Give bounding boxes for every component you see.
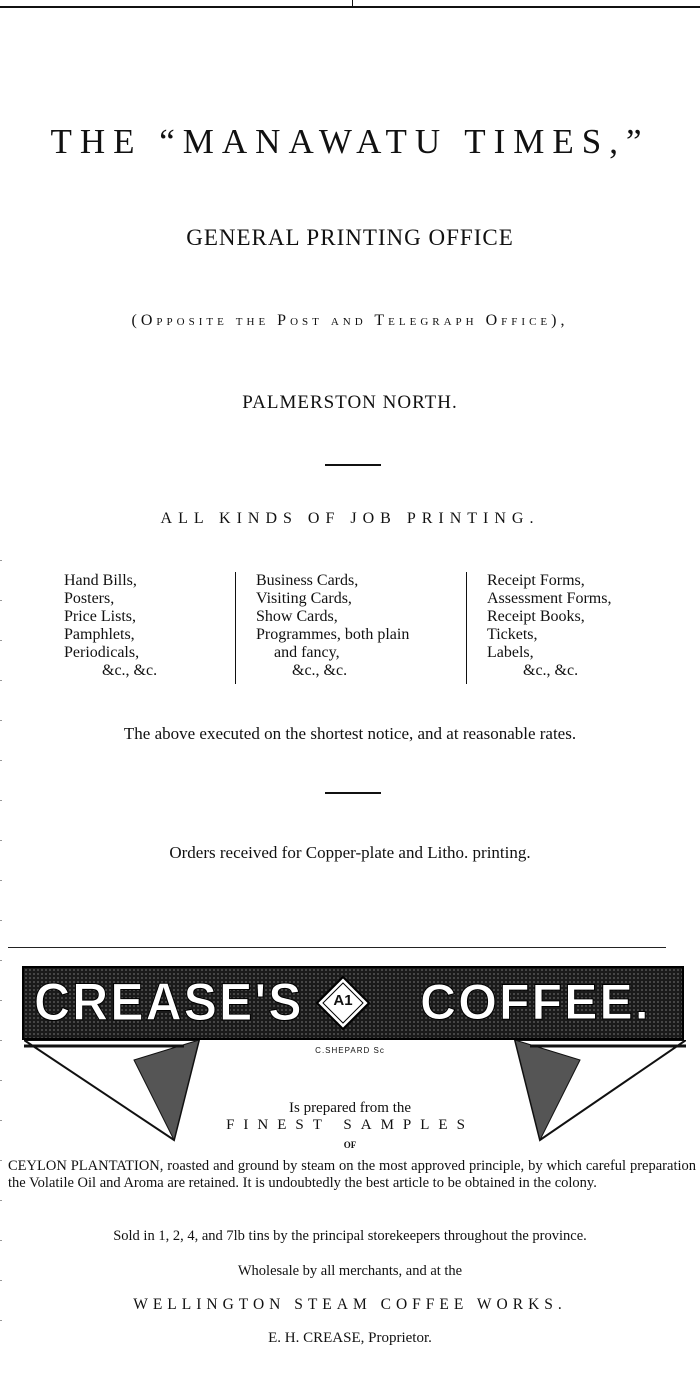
services-column-1	[64, 572, 157, 680]
service-item: Assessment Forms,	[487, 590, 612, 607]
column-divider	[235, 572, 236, 684]
service-item: Tickets,	[487, 626, 538, 643]
prepared-line: Is prepared from the	[288, 1100, 412, 1116]
rates-note: The above executed on the shortest notice, and at reasonable rates.	[123, 724, 577, 743]
service-item: Pamphlets,	[64, 626, 135, 643]
ad-subtitle: GENERAL PRINTING OFFICE	[186, 225, 514, 250]
service-item: Periodicals,	[64, 644, 140, 661]
service-item: Show Cards,	[256, 608, 338, 625]
works-line: WELLINGTON STEAM COFFEE WORKS.	[133, 1296, 567, 1313]
description-lead: CEYLON PLANTATION,	[8, 1158, 164, 1174]
location-note: (Opposite the Post and Telegraph Office),	[131, 312, 569, 329]
banner-word-right: COFFEE.	[420, 974, 651, 1030]
short-rule-1	[325, 464, 381, 466]
service-item: &c., &c.	[102, 662, 158, 679]
description-body: roasted and ground by steam on the most approved principle, by which careful preparation the Volatile Oil and Aroma are retained. It is undoubtedly the best article to be obtained in the colony.	[8, 1158, 696, 1191]
service-item: Programmes, both plain	[256, 626, 410, 643]
sold-line: Sold in 1, 2, 4, and 7lb tins by the principal storekeepers throughout the province.	[113, 1228, 587, 1244]
service-item: Labels,	[487, 644, 534, 661]
service-item: &c., &c.	[523, 662, 579, 679]
service-item: Hand Bills,	[64, 572, 137, 589]
coffee-description	[8, 1158, 696, 1192]
services-column-2	[256, 572, 409, 680]
engraver-credit: C.SHEPARD Sc	[315, 1046, 385, 1055]
service-item: Receipt Books,	[487, 608, 585, 625]
job-printing-heading: ALL KINDS OF JOB PRINTING.	[160, 510, 540, 527]
top-rule	[0, 6, 700, 8]
service-item: Business Cards,	[256, 572, 359, 589]
proprietor-line: E. H. CREASE, Proprietor.	[268, 1330, 432, 1346]
diamond-label: A1	[333, 992, 353, 1009]
coffee-banner	[22, 966, 684, 1040]
service-item: Visiting Cards,	[256, 590, 352, 607]
orders-note: Orders received for Copper-plate and Litho. printing.	[169, 843, 531, 862]
ad-title: THE “MANAWATU TIMES,”	[50, 122, 650, 161]
service-item: Posters,	[64, 590, 115, 607]
services-column-3	[487, 572, 611, 680]
column-divider	[466, 572, 467, 684]
top-rule-tick	[352, 0, 353, 8]
service-item: and fancy,	[274, 644, 340, 661]
place-name: PALMERSTON NORTH.	[242, 392, 458, 413]
finest-samples-line: FINEST SAMPLES	[226, 1117, 474, 1133]
short-rule-2	[325, 792, 381, 794]
banner-word-left: CREASE'S	[34, 972, 304, 1032]
service-item: Price Lists,	[64, 608, 136, 625]
ad-separator-rule	[8, 947, 666, 948]
wholesale-line: Wholesale by all merchants, and at the	[237, 1263, 463, 1279]
service-item: Receipt Forms,	[487, 572, 585, 589]
of-line: OF	[343, 1140, 357, 1150]
service-item: &c., &c.	[292, 662, 348, 679]
diamond-emblem-icon	[316, 976, 370, 1030]
